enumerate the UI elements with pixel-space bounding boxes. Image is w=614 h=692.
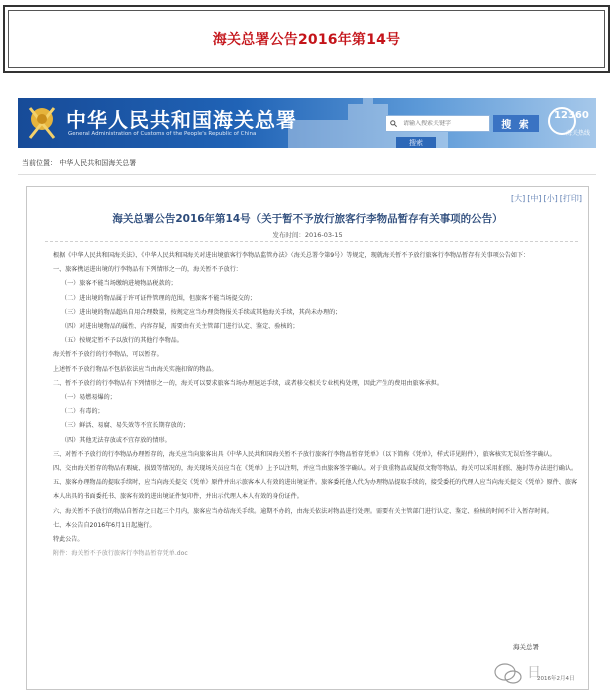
article-paragraph: （一）旅客不能当场缴纳进境物品税款的； (61, 280, 177, 288)
search-sub-tab[interactable]: 搜索 (396, 137, 436, 148)
customs-emblem-icon (24, 102, 60, 142)
breadcrumb-page[interactable]: 中华人民共和国海关总署 (59, 159, 137, 167)
breadcrumb (22, 158, 136, 168)
signature: 海关总署 (513, 643, 539, 651)
site-title: 中华人民共和国海关总署 (66, 108, 297, 132)
hotline-number: 12360 (554, 110, 589, 121)
article-paragraph: 四、交由海关暂存的物品有瑕疵、损毁等情况的，海关现场关员应当在《凭单》上予以注明，并应当由旅客签字确认。对于贵重物品或疑似文物等物品，海关可以采用拍照、施封等办法进行确认。 (53, 465, 578, 473)
font-medium-button[interactable]: [中] (527, 194, 542, 203)
article-paragraph: （三）鲜活、易腐、易失效等不宜长期存放的； (61, 422, 189, 430)
publish-date (27, 230, 588, 239)
article-paragraph: （五）按规定暂不予以放行的其他行李物品。 (61, 337, 183, 345)
headline-text: 海关总署公告2016年第14号 (212, 32, 401, 48)
breadcrumb-divider (18, 174, 596, 175)
article-paragraph: 一、旅客携运进出境的行李物品有下列情形之一的，海关暂不予放行： (53, 266, 242, 274)
font-size-tools (511, 193, 582, 204)
search-button[interactable]: 搜 索 (493, 115, 539, 132)
sign-date: 2016年2月4日 (537, 676, 575, 682)
search-icon (390, 120, 397, 127)
customs-site-banner (18, 98, 596, 148)
article-paragraph: 海关暂不予放行的行李物品，可以暂存。 (53, 351, 163, 359)
article-paragraph: 特此公告。 (53, 536, 84, 544)
article-paragraph: 二、暂不予放行的行李物品有下列情形之一的，海关可以要求旅客当场办理退运手续，或者移交相关专业机构处理，因此产生的费用由旅客承担。 (53, 379, 443, 387)
publish-date-label: 发布时间： (272, 231, 305, 239)
article-paragraph: （四）对进出境物品的属性、内容存疑，需要由有关主管部门进行认定、鉴定、验核的； (61, 323, 299, 331)
hotline-name: 海关热线 (566, 130, 591, 137)
article-paragraph: （二）进出境的物品属于许可证件管理的范围，但旅客不能当场提交的； (61, 294, 256, 302)
publish-date-value: 2016-03-15 (304, 231, 343, 239)
article-title: 海关总署公告2016年第14号（关于暂不予放行旅客行李物品暂存有关事项的公告） (112, 213, 503, 225)
article-panel (26, 186, 589, 690)
breadcrumb-label: 当前位置： (22, 159, 57, 167)
article-paragraph: （四）其他无法存放或不宜存放的情形。 (61, 436, 171, 444)
headline-frame-inner (8, 10, 605, 68)
search-input[interactable] (403, 120, 483, 127)
svg-text:日: 日 (527, 665, 541, 681)
font-large-button[interactable]: [大] (511, 194, 526, 203)
headline-frame (3, 5, 610, 73)
article-paragraph: 五、旅客办理物品的提取手续时，应当向海关提交《凭单》原件并出示旅客本人有效的进出境证件。旅客委托他人代为办理物品提取手续的，接受委托的代理人应当向海关提交《凭单》原件、旅客本人出具的书面委托书、旅客有效的进出境证件复印件，并出示代理人本人有效的身份证件。 (53, 479, 578, 501)
print-button[interactable]: [打印] (559, 194, 582, 203)
article-paragraph: （二）有毒的； (61, 408, 104, 416)
article-paragraph: （三）进出境的物品超出自用合理数量，按规定应当办理货物报关手续或其他海关手续，其尚未办理的； (61, 308, 342, 316)
site-subtitle: General Administration of Customs of the People's Republic of China (68, 131, 257, 137)
article-paragraph: 七、本公告自2016年6月1日起施行。 (53, 521, 156, 529)
article-intro: 根据《中华人民共和国海关法》、《中华人民共和国海关对进出境旅客行李物品监管办法》（海关总署令第9号）等规定，现就海关暂不予放行旅客行李物品暂存有关事项公告如下： (53, 252, 530, 259)
wechat-logo-icon (491, 659, 586, 687)
search-box[interactable] (385, 115, 490, 132)
article-paragraph: 上述暂不予放行物品不包括依法应当由海关实施扣留的物品。 (53, 365, 218, 373)
article-paragraph: （一）易燃易爆的； (61, 394, 116, 402)
title-divider (45, 241, 578, 242)
font-small-button[interactable]: [小] (543, 194, 558, 203)
article-paragraph: 三、对暂不予放行的行李物品办理暂存的，海关应当向旅客出具《中华人民共和国海关暂不予放行旅客行李物品暂存凭单》（以下简称《凭单》，样式详见附件），旅客核实无误后签字确认。 (53, 450, 556, 458)
attachment-link[interactable]: 附件：海关暂不予放行旅客行李物品暂存凭单.doc (53, 550, 188, 558)
article-paragraph: 六、海关暂不予放行的物品自暂存之日起三个月内，旅客应当办结海关手续。逾期不办的，由海关依法对物品进行处理。需要有关主管部门进行认定、鉴定、验核的时间不计入暂存时间。 (53, 507, 553, 515)
article-body (39, 249, 579, 561)
hotline-badge[interactable] (544, 104, 594, 142)
